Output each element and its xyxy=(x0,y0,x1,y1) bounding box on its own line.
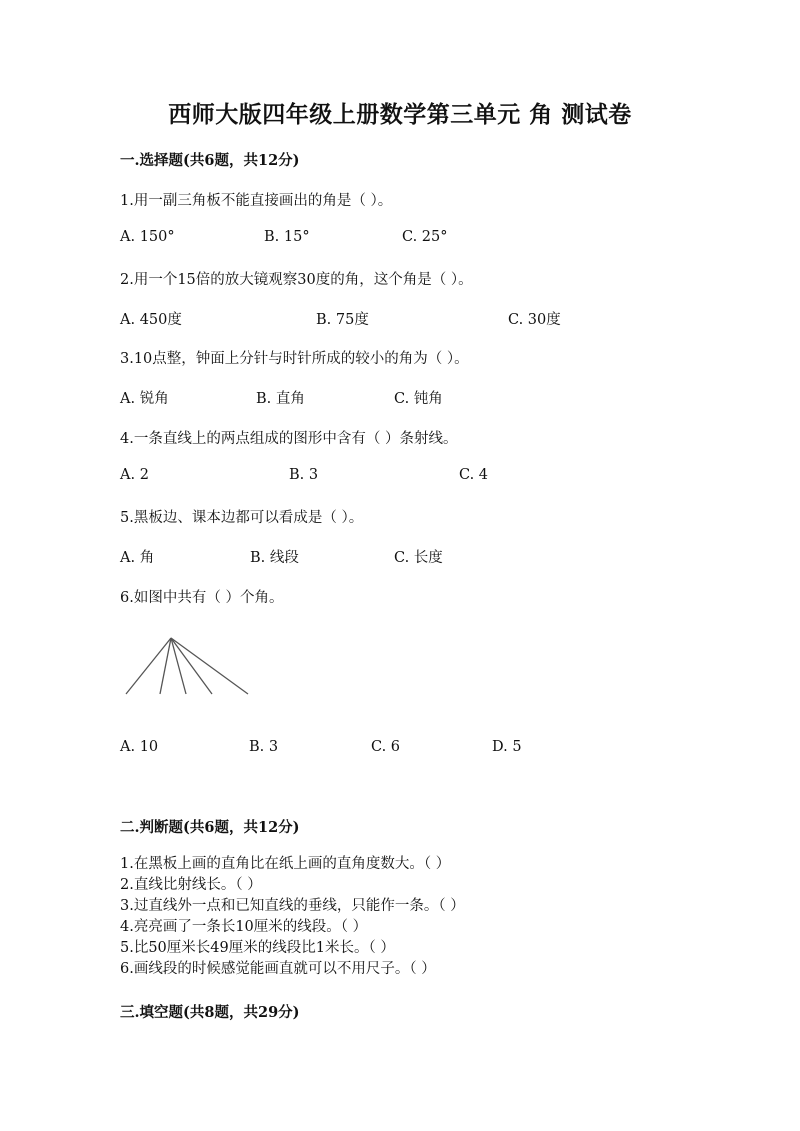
section-heading-judgment: 二.判断题(共6题，共12分) xyxy=(120,819,300,836)
question-2-option-c: C. 30度 xyxy=(508,312,561,328)
ray-1 xyxy=(126,638,171,694)
question-4: 4.一条直线上的两点组成的图形中含有（ ）条射线。 xyxy=(120,431,458,447)
question-5-option-b: B. 线段 xyxy=(250,550,299,566)
question-6-option-c: C. 6 xyxy=(371,739,401,755)
judgment-item-3: 3.过直线外一点和已知直线的垂线，只能作一条。（ ） xyxy=(120,898,465,914)
question-4-option-b: B. 3 xyxy=(289,467,319,483)
judgment-item-4: 4.亮亮画了一条长10厘米的线段。（ ） xyxy=(120,919,368,935)
judgment-item-1: 1.在黑板上画的直角比在纸上画的直角度数大。（ ） xyxy=(120,856,451,872)
question-2-option-a: A. 450度 xyxy=(120,312,182,328)
question-5-option-a: A. 角 xyxy=(120,550,155,566)
question-6-option-b: B. 3 xyxy=(249,739,279,755)
question-3-option-b: B. 直角 xyxy=(256,391,305,407)
ray-2 xyxy=(160,638,171,694)
question-2: 2.用一个15倍的放大镜观察30度的角，这个角是（ ）。 xyxy=(120,272,473,288)
rays-diagram xyxy=(120,634,255,704)
judgment-item-5: 5.比50厘米长49厘米的线段比1米长。（ ） xyxy=(120,940,395,956)
question-3-option-c: C. 钝角 xyxy=(394,391,443,407)
question-6-option-a: A. 10 xyxy=(120,739,159,755)
question-1: 1.用一副三角板不能直接画出的角是（ ）。 xyxy=(120,193,393,209)
question-6-option-d: D. 5 xyxy=(492,739,522,755)
question-5-option-c: C. 长度 xyxy=(394,550,443,566)
ray-3 xyxy=(171,638,186,694)
ray-5 xyxy=(171,638,248,694)
section-heading-choice: 一.选择题(共6题，共12分) xyxy=(120,152,300,169)
question-1-option-a: A. 150° xyxy=(120,229,175,245)
question-6: 6.如图中共有（ ）个角。 xyxy=(120,590,284,606)
section-heading-fill-blank: 三.填空题(共8题，共29分) xyxy=(120,1004,300,1021)
question-1-option-b: B. 15° xyxy=(264,229,310,245)
question-2-option-b: B. 75度 xyxy=(316,312,369,328)
judgment-item-6: 6.画线段的时候感觉能画直就可以不用尺子。（ ） xyxy=(120,961,436,977)
question-5: 5.黑板边、课本边都可以看成是（ ）。 xyxy=(120,510,364,526)
question-4-option-c: C. 4 xyxy=(459,467,489,483)
angle-figure xyxy=(120,634,255,704)
page-title: 西师大版四年级上册数学第三单元 角 测试卷 xyxy=(168,101,632,128)
question-3: 3.10点整，钟面上分针与时针所成的较小的角为（ ）。 xyxy=(120,351,469,367)
ray-4 xyxy=(171,638,212,694)
judgment-item-2: 2.直线比射线长。（ ） xyxy=(120,877,262,893)
question-1-option-c: C. 25° xyxy=(402,229,448,245)
question-4-option-a: A. 2 xyxy=(120,467,149,483)
question-3-option-a: A. 锐角 xyxy=(120,391,169,407)
